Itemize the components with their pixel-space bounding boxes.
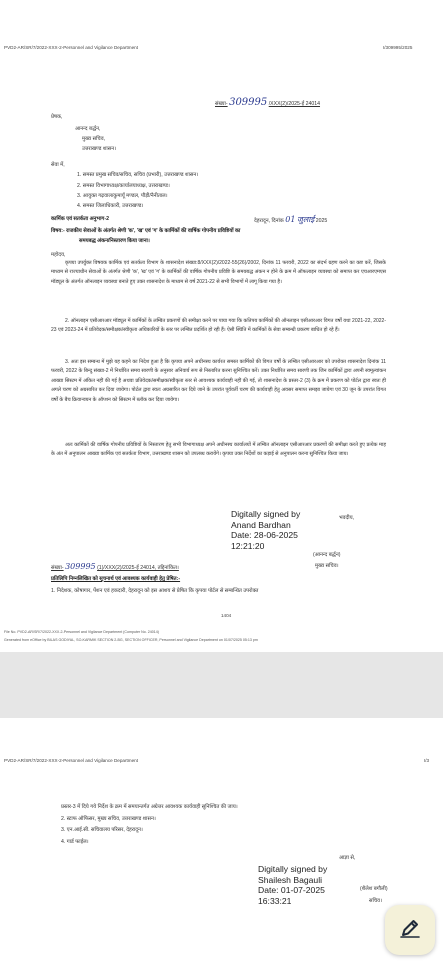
- subject-line-2: समयबद्ध अंकन/निस्तारण किया जाना।: [79, 238, 150, 244]
- signature-closing: भवदीय,: [339, 515, 355, 521]
- salutation: महोदय,: [51, 252, 66, 258]
- page-number: 1404: [221, 613, 232, 618]
- pencil-edit-icon: [397, 915, 423, 946]
- paragraph-3: 3. अतः इस सम्बन्ध में मुझे यह कहने का निदेश हुआ है कि कृपया अपने अधीनस्थ कार्यरत समस्त कार्मिकों की विगत वर्षों के लम्बित एसीआरआर को उपरोक्त शासनादेश दिनांक 11 फरवरी, 2022 के बिन्दु संख्या-2 में निर्धारित समय सारणी के अनुसार अनिवार्य रूप से निस्तारित करना सुनिश्चित करें। उक्त निर्धारित समय सारणी तक जिन कार्मिकों द्वारा अपनी स्वमूल्यांकन आख्या सिस्टम में अंकित नहीं की गई है अथवा प्रतिवेदक/समीक्षक/स्वीकृता स्तर से आवश्यक कार्यवाही नहीं की गई, तो शासनादेश के प्रस्तर-2 (3) के क्रम में प्रकरण को पोर्टल द्वारा स्वतः ही अगले चरण को अग्रसारित कर दिया जायेगा। पोर्टल द्वारा स्वतः अग्रसारित कर दिये जाने के उपरांत पूर्ववर्ती चरण की कार्यवाही हेतु अवसर समाप्त समझा जायेगा एवं 30 जून के उपरांत विगत वर्षों के बैच क्रियान्वयन के ऑप्शन को सिस्टम में ब्लॉक कर दिया जायेगा।: [51, 359, 386, 403]
- copy-reference-number: संख्या- 309995 (1)/XXX(2)/2025-ई 24014, तद्दिनांकित।: [51, 562, 179, 571]
- copy-item: 1. निदेशक, कोषागार, पेंशन एवं हकदारी, देहरादून को इस आशय से प्रेषित कि कृपया पोर्टल से सम्बन्धित उपरोक्त: [51, 588, 259, 594]
- file-header-left: PVD2-AR/SR/7/2022-XXX-2-Personnel and Vigilance Department: [4, 45, 138, 50]
- recipient-item: 1. समस्त प्रमुख सचिव/सचिव, सचिव (प्रभारी), उत्तराखण्ड शासन।: [77, 172, 199, 178]
- sender-label: प्रेषक,: [51, 114, 63, 120]
- digital-signature-1: Digitally signed by Anand Bardhan Date: 28-06-2025 12:21:20: [231, 509, 301, 551]
- handwritten-ref-number: 309995: [229, 97, 268, 108]
- section-name: कार्मिक एवं सतर्कता अनुभाग-2: [51, 216, 109, 222]
- footer-generated-info: Generated from eOffice by BILAS GODIYAL, SO-KARMIK SECTION 2-BG, SECTION OFFICER, Personnel and Vigilance Department on 01/07/2025 05:13 pm: [4, 638, 258, 642]
- handwritten-ref-number: 309995: [65, 562, 96, 571]
- recipient-item: 4. समस्त जिलाधिकारी, उत्तराखण्ड।: [77, 203, 144, 209]
- order-by: आज्ञा से,: [339, 855, 356, 861]
- sender-government: उत्तराखण्ड शासन।: [82, 146, 117, 152]
- signatory-name: (आनन्द बर्द्धन): [313, 552, 341, 558]
- file-header-right: I/3: [424, 758, 430, 763]
- edit-button[interactable]: [385, 905, 435, 955]
- recipients-label: सेवा में,: [51, 162, 65, 168]
- place-date: देहरादून, दिनांक 01 जुलाई 2025: [254, 215, 328, 224]
- copy-item: 3. एन.आई.सी. सचिवालय परिसर, देहरादून।: [61, 827, 143, 833]
- file-header-right: I/309995/2025: [383, 45, 413, 50]
- footer-file-info: File No. PVD2-AR/SR/7/2022-XXX-2-Personnel and Vigilance Department (Computer No. 24014): [4, 630, 159, 634]
- paragraph-1: कृपया उपर्युक्त विषयक कार्मिक एवं सतर्कता विभाग के शासनादेश संख्या:8/XXX(2)/2022-55(26)/2002, दिनांक 11 फरवरी, 2022 का संदर्भ ग्रहण करने का कष्ट करें, जिसके माध्यम से राज्याधीन सेवाओं के अंतर्गत श्रेणी 'क', 'ख' एवं 'ग' के कार्मिकों की वार्षिक गोपनीय प्रविष्टि के समयबद्ध अंकन न होने के क्रम में ऑफलाइन व्यवस्था को समाप्त कर एचआरएमएस मॉड्यूल के अंतर्गत ऑनलाइन व्यवस्था बनाते हुए उक्त शासनादेश के माध्यम से वर्ष 2021-22 से सभी विभागों में लागू किया गया है।: [51, 260, 386, 285]
- copy-item: 4. गार्ड फाईल।: [61, 839, 89, 845]
- paragraph-2: 2. ऑनलाइन एसीआरआर मॉड्यूल में कार्मिकों के लम्बित प्रकरणों की समीक्षा करने पर पाया गया कि कतिपय कार्मिकों की ऑनलाइन एसीआरआर विगत वर्षों यथा 2021-22, 2022-23 एवं 2023-24 में प्रतिवेदक/समीक्षक/स्वीकृता अधिकारियों के स्तर पर लम्बित प्रदर्शित हो रही हैं। ऐसी स्थिति में कार्मिकों के सेवा सम्बन्धी प्रकरण बाधित हो रहे हैं।: [51, 318, 386, 334]
- sender-designation: मुख्य सचिव,: [82, 136, 106, 142]
- page-gap: [0, 652, 443, 718]
- reference-number: संख्या- 309995 /XXX(2)/2025-ई 24014: [215, 97, 321, 108]
- recipient-item: 2. समस्त विभागाध्यक्ष/कार्यालयाध्यक्ष, उत्तराखण्ड।: [77, 183, 170, 189]
- file-header-left: PVD2-AR/SR/7/2022-XXX-2-Personnel and Vigilance Department: [4, 758, 138, 763]
- copy-heading: प्रतिलिपि निम्नलिखित को सूचनार्थ एवं आवश्यक कार्यवाही हेतु प्रेषित:-: [51, 576, 181, 582]
- sender-name: आनन्द बर्द्धन,: [75, 126, 101, 132]
- recipient-item: 3. आयुक्त गढ़वाल/कुमायूँ मण्डल, पौड़ी/नैनीताल।: [77, 193, 168, 199]
- digital-signature-2: Digitally signed by Shailesh Bagauli Date: 01-07-2025 16:33:21: [258, 864, 328, 906]
- subject-line: विषय:- राजकीय सेवाओं के अंतर्गत श्रेणी 'क', 'ख' एवं 'ग' के कार्मिकों की वार्षिक गोपनीय प्रविष्टियों का: [51, 228, 241, 234]
- copy-item: 2. स्टाफ ऑफिसर, मुख्य सचिव, उत्तराखण्ड शासन।: [61, 816, 156, 822]
- signatory-designation: सचिव।: [369, 898, 382, 904]
- signatory-name: (शैलेश बगौली): [360, 886, 388, 892]
- paragraph-4: अतः कार्मिकों की वार्षिक गोपनीय प्रविष्टियों के निस्तारण हेतु सभी विभागाध्यक्ष अपने अधीनस्थ कार्यालयों में लम्बित ऑनलाइन एसीआरआर प्रकरणों की समीक्षा करते हुए प्रत्येक माह के अंत में अनुपालन आख्या कार्मिक एवं सतर्कता विभाग, उत्तराखण्ड शासन को उपलब्ध करायेंगे। कृपया उक्त निर्देशों का कड़ाई से अनुपालन करना सुनिश्चित किया जाय।: [51, 442, 386, 458]
- continuation-line: प्रस्तर-3 में दिये गये निर्देश के क्रम में समयान्तर्गत अग्रेत्तर आवश्यक कार्यवाही सुनिश्चित की जाय।: [61, 804, 238, 810]
- signatory-designation: मुख्य सचिव।: [315, 563, 339, 569]
